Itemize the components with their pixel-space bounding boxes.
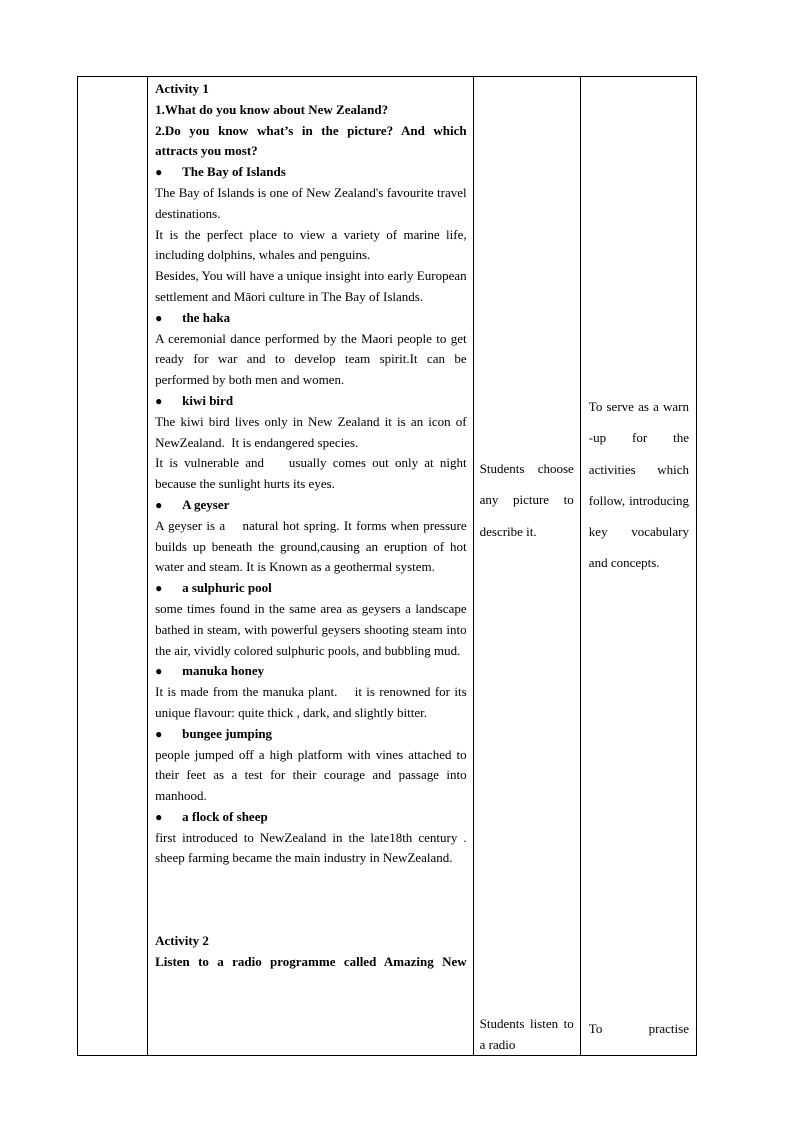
purpose-cell (580, 77, 696, 1056)
topic-heading (155, 807, 467, 828)
bullet-icon: ● (155, 393, 163, 408)
topic-description: some times found in the same area as geysers a landscape bathed in steam, with powerful geysers shooting steam into the air, vividly colored sulphuric pools, and bubbling mud. (155, 600, 470, 658)
topic-heading-text: the haka (182, 309, 231, 325)
question-2: 2.Do you know what’s in the picture? And which attracts you most? (155, 122, 467, 159)
topic-heading-text: a sulphuric pool (182, 580, 272, 596)
topic-description: It is the perfect place to view a variety of marine life, including dolphins, whales and penguins. (155, 226, 470, 263)
bullet-icon: ● (155, 310, 163, 325)
bullet-icon: ● (155, 497, 163, 512)
question-1: 1.What do you know about New Zealand? (155, 101, 389, 117)
topic-description: The kiwi bird lives only in New Zealand it is an icon of NewZealand. It is endangered species. (155, 413, 470, 450)
bullet-icon: ● (155, 664, 163, 679)
topic-heading (155, 162, 467, 183)
topic-description: The Bay of Islands is one of New Zealand's favourite travel destinations. (155, 184, 470, 221)
activity2-title: Activity 2 (155, 933, 209, 949)
topic-heading-text: manuka honey (182, 663, 265, 679)
topic-description: It is made from the manuka plant. it is renowned for its unique flavour: quite thick , dark, and slightly bitter. (155, 684, 470, 720)
bullet-icon: ● (155, 165, 163, 180)
bullet-icon: ● (155, 809, 163, 824)
bullet-icon: ● (155, 726, 163, 741)
bullet-icon: ● (155, 581, 163, 596)
content-cell (148, 77, 474, 1056)
topic-description: It is vulnerable and usually comes out only at night because the sunlight hurts its eyes. (155, 455, 470, 492)
purpose-2: To practise (588, 1021, 689, 1036)
student-activity-1: Students choose any picture to describe it. (479, 461, 574, 539)
topic-heading (155, 308, 467, 329)
activity2-instruction: Listen to a radio programme called Amazing New (155, 954, 467, 970)
topic-heading (155, 724, 467, 745)
student-activity-2: Students listen to a radio (479, 1016, 574, 1052)
topic-heading-text: kiwi bird (182, 392, 234, 408)
topic-heading (155, 578, 467, 599)
topic-list (155, 162, 470, 869)
topic-heading-text: bungee jumping (182, 725, 273, 741)
stage-cell (78, 77, 148, 1056)
table-row (78, 77, 697, 1056)
topic-description: first introduced to NewZealand in the late18th century . sheep farming became the main industry in NewZealand. (155, 829, 470, 866)
topic-heading (155, 391, 467, 412)
topic-description: Besides, You will have a unique insight into early European settlement and Māori culture in The Bay of Islands. (155, 268, 470, 304)
purpose-1: To serve as a warn -up for the activities which follow, introducing key vocabulary and concepts. (588, 399, 689, 571)
topic-heading (155, 661, 467, 682)
topic-description: A geyser is a natural hot spring. It forms when pressure builds up beneath the ground,causing an eruption of hot water and steam. It is Known as a geothermal system. (155, 517, 470, 575)
student-activity-cell (473, 77, 580, 1056)
lesson-plan-table (77, 76, 697, 1056)
activity1-title: Activity 1 (155, 81, 209, 96)
topic-heading-text: The Bay of Islands (182, 164, 286, 180)
topic-description: A ceremonial dance performed by the Maori people to get ready for war and to develop team spirit.It can be performed by both men and women. (155, 330, 470, 388)
topic-description: people jumped off a high platform with vines attached to their feet as a test for their courage and passage into manhood. (155, 746, 470, 804)
topic-heading (155, 495, 467, 516)
topic-heading-text: a flock of sheep (182, 808, 268, 824)
topic-heading-text: A geyser (182, 496, 230, 512)
